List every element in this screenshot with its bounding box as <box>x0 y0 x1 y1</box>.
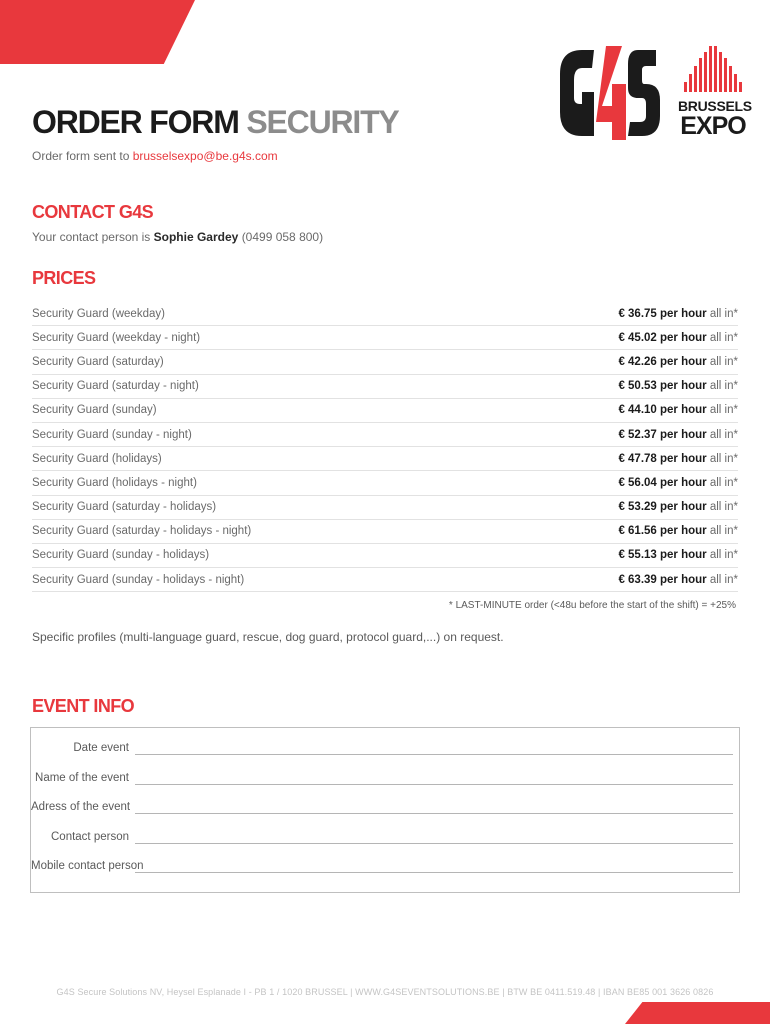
price-amount: € 42.26 <box>618 355 657 368</box>
event-field-label: Mobile contact person <box>31 860 144 872</box>
price-row <box>32 520 738 544</box>
brussels-expo-logo-line1: BRUSSELS <box>678 98 752 114</box>
price-description: Security Guard (sunday) <box>32 404 157 417</box>
event-field <box>31 740 739 760</box>
price-unit: per hour <box>660 380 707 393</box>
price-value <box>618 574 738 586</box>
price-suffix: all in* <box>709 573 738 586</box>
event-field-label: Date event <box>73 742 129 754</box>
recipient-prefix: Order form sent to <box>32 149 133 163</box>
price-value <box>618 453 738 465</box>
price-description: Security Guard (holidays) <box>32 452 162 465</box>
price-suffix: all in* <box>709 525 738 538</box>
price-value <box>618 429 738 441</box>
price-unit: per hour <box>660 355 707 368</box>
price-value <box>618 332 738 344</box>
price-row <box>32 423 738 447</box>
price-row <box>32 544 738 568</box>
price-description: Security Guard (weekday) <box>32 307 165 320</box>
price-suffix: all in* <box>709 404 738 417</box>
price-unit: per hour <box>660 331 707 344</box>
page-title-secondary: SECURITY <box>246 104 399 140</box>
last-minute-note: * LAST-MINUTE order (<48u before the start of the shift) = +25% <box>448 600 736 611</box>
recipient-email-link[interactable]: brusselsexpo@be.g4s.com <box>132 149 278 163</box>
price-row <box>32 568 738 592</box>
price-row <box>32 350 738 374</box>
event-field-input-line[interactable] <box>135 813 733 814</box>
price-unit: per hour <box>660 404 707 417</box>
contact-phone: (0499 058 800) <box>241 230 324 244</box>
price-suffix: all in* <box>709 476 738 489</box>
contact-heading: CONTACT G4S <box>32 202 154 222</box>
price-row <box>32 302 738 326</box>
page-title-primary: ORDER FORM <box>32 104 239 140</box>
price-description: Security Guard (saturday) <box>32 355 164 368</box>
event-field <box>31 829 739 849</box>
price-value <box>618 501 738 513</box>
price-description: Security Guard (sunday - night) <box>32 428 192 441</box>
price-unit: per hour <box>660 428 707 441</box>
price-description: Security Guard (saturday - holidays) <box>32 501 217 514</box>
price-value <box>618 404 738 416</box>
price-amount: € 47.78 <box>618 452 657 465</box>
contact-name: Sophie Gardey <box>153 230 239 244</box>
price-amount: € 63.39 <box>618 573 657 586</box>
contact-prefix: Your contact person is <box>32 230 154 244</box>
price-suffix: all in* <box>709 549 738 562</box>
price-amount: € 53.29 <box>618 501 657 514</box>
price-value <box>618 308 738 320</box>
red-corner-decoration-top <box>0 0 195 64</box>
price-value <box>618 380 738 392</box>
price-suffix: all in* <box>709 307 738 320</box>
price-row <box>32 375 738 399</box>
event-field <box>31 858 739 878</box>
price-unit: per hour <box>660 549 707 562</box>
price-description: Security Guard (saturday - holidays - night) <box>32 525 252 538</box>
price-amount: € 52.37 <box>618 428 657 441</box>
price-unit: per hour <box>660 573 707 586</box>
brussels-expo-logo-line2: EXPO <box>680 112 746 140</box>
event-field-input-line[interactable] <box>135 872 733 873</box>
price-description: Security Guard (saturday - night) <box>32 380 199 393</box>
g4s-logo-text: G4S <box>560 44 563 45</box>
prices-heading: PRICES <box>32 268 96 288</box>
specific-profiles-note: Specific profiles (multi-language guard, rescue, dog guard, protocol guard,...) on request. <box>32 630 504 644</box>
page-title <box>32 104 399 141</box>
price-description: Security Guard (weekday - night) <box>32 331 201 344</box>
price-unit: per hour <box>660 525 707 538</box>
price-suffix: all in* <box>709 331 738 344</box>
price-row <box>32 496 738 520</box>
price-amount: € 50.53 <box>618 380 657 393</box>
event-field-input-line[interactable] <box>135 784 733 785</box>
price-unit: per hour <box>660 452 707 465</box>
price-amount: € 36.75 <box>618 307 657 320</box>
event-field-label: Adress of the event <box>31 801 131 813</box>
price-value <box>618 549 738 561</box>
price-suffix: all in* <box>709 501 738 514</box>
event-field-input-line[interactable] <box>135 754 733 755</box>
order-form-recipient <box>32 149 278 163</box>
brussels-expo-logo <box>678 46 752 150</box>
price-unit: per hour <box>660 307 707 320</box>
price-suffix: all in* <box>709 452 738 465</box>
event-field <box>31 799 739 819</box>
price-value <box>618 477 738 489</box>
price-table <box>32 302 738 592</box>
price-value <box>618 356 738 368</box>
price-amount: € 44.10 <box>618 404 657 417</box>
price-amount: € 45.02 <box>618 331 657 344</box>
price-description: Security Guard (sunday - holidays - night) <box>32 573 245 586</box>
brussels-expo-emblem-icon <box>678 46 748 96</box>
price-value <box>618 525 738 537</box>
price-unit: per hour <box>660 476 707 489</box>
event-field-label: Name of the event <box>35 771 129 784</box>
price-row <box>32 447 738 471</box>
price-suffix: all in* <box>709 380 738 393</box>
event-field-input-line[interactable] <box>135 843 733 844</box>
price-suffix: all in* <box>709 355 738 368</box>
price-amount: € 61.56 <box>618 525 657 538</box>
event-field <box>31 770 739 790</box>
price-amount: € 55.13 <box>618 549 657 562</box>
price-amount: € 56.04 <box>618 476 657 489</box>
event-info-form <box>30 727 740 893</box>
price-suffix: all in* <box>709 428 738 441</box>
price-row <box>32 326 738 350</box>
price-unit: per hour <box>660 501 707 514</box>
footer-company-info: G4S Secure Solutions NV, Heysel Esplanade I - PB 1 / 1020 BRUSSEL | WWW.G4SEVENTSOLUTIONS.BE | BTW BE 0411.519.48 | IBAN BE85 001 3626 0826 <box>56 987 714 997</box>
event-info-heading: EVENT INFO <box>32 696 135 716</box>
price-description: Security Guard (holidays - night) <box>32 476 197 489</box>
price-row <box>32 399 738 423</box>
price-row <box>32 471 738 495</box>
price-description: Security Guard (sunday - holidays) <box>32 549 210 562</box>
contact-line <box>32 230 323 244</box>
red-corner-decoration-bottom <box>625 1002 770 1024</box>
event-field-label: Contact person <box>51 830 129 843</box>
g4s-logo <box>560 44 660 142</box>
